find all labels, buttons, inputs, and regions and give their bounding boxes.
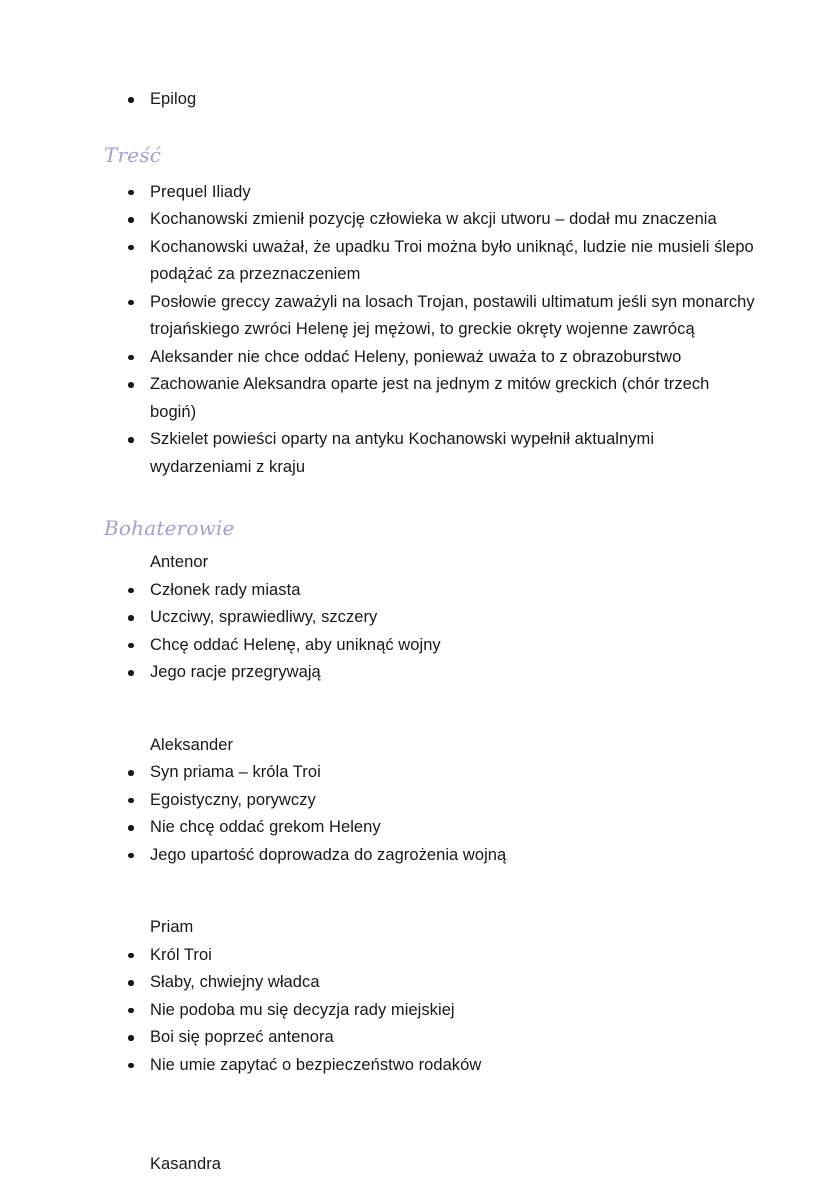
section-heading-tresc: Treść — [104, 142, 162, 167]
spacer — [104, 114, 756, 144]
list-item: Członek rady miasta — [104, 577, 756, 605]
character-kasandra — [104, 1151, 756, 1179]
list-item: Nie podoba mu się decyzja rady miejskiej — [104, 997, 756, 1025]
character-antenor — [104, 549, 756, 687]
character-name: Kasandra — [150, 1155, 222, 1173]
list-item: Szkielet powieści oparty na antyku Kochanowski wypełnił aktualnymi wydarzeniami z kraju — [104, 426, 756, 481]
list-item: Uczciwy, sprawiedliwy, szczery — [104, 604, 756, 632]
character-aleksander — [104, 732, 756, 870]
spacer — [104, 539, 756, 549]
list-item: Król Troi — [104, 942, 756, 970]
list-item: Słaby, chwiejny władca — [104, 969, 756, 997]
character-name: Antenor — [150, 553, 209, 571]
character-name: Priam — [150, 918, 194, 936]
spacer — [104, 1079, 756, 1151]
character-name: Aleksander — [150, 735, 234, 754]
spacer — [104, 481, 756, 517]
list-item: Kochanowski zmienił pozycję człowieka w akcji utworu – dodał mu znaczenia — [104, 206, 756, 234]
list-item: Kochanowski uważał, że upadku Troi można było uniknąć, ludzie nie musieli ślepo podążać za przeznaczeniem — [104, 234, 756, 289]
character-priam — [104, 914, 756, 1079]
list-item: Nie chcę oddać grekom Heleny — [104, 814, 756, 842]
list-item: Nie umie zapytać o bezpieczeństwo rodaków — [104, 1052, 756, 1080]
spacer — [104, 166, 756, 179]
list-item: Aleksander nie chce oddać Heleny, ponieważ uważa to z obrazoburstwo — [104, 344, 756, 372]
list-item: Boi się poprzeć antenora — [104, 1024, 756, 1052]
spacer — [104, 687, 756, 732]
top-continuation-list — [104, 86, 756, 114]
list-item: Posłowie greccy zaważyli na losach Trojan, postawili ultimatum jeśli syn monarchy trojańskiego zwróci Helenę jej mężowi, to greckie okręty wojenne zawrócą — [104, 289, 756, 344]
list-item: Zachowanie Aleksandra oparte jest na jednym z mitów greckich (chór trzech bogiń) — [104, 371, 756, 426]
character-traits-list — [104, 577, 756, 687]
spacer — [104, 869, 756, 914]
character-traits-list — [104, 759, 756, 869]
list-item: Prequel Iliady — [104, 179, 756, 207]
section-heading-bohaterowie: Bohaterowie — [104, 516, 235, 540]
list-item: Epilog — [104, 86, 756, 114]
list-item: Jego racje przegrywają — [104, 659, 756, 687]
character-traits-list — [104, 942, 756, 1080]
list-item: Syn priama – króla Troi — [104, 759, 756, 787]
list-item: Jego upartość doprowadza do zagrożenia wojną — [104, 842, 756, 870]
tresc-list — [104, 179, 756, 482]
list-item: Egoistyczny, porywczy — [104, 787, 756, 815]
list-item: Chcę oddać Helenę, aby uniknąć wojny — [104, 632, 756, 660]
